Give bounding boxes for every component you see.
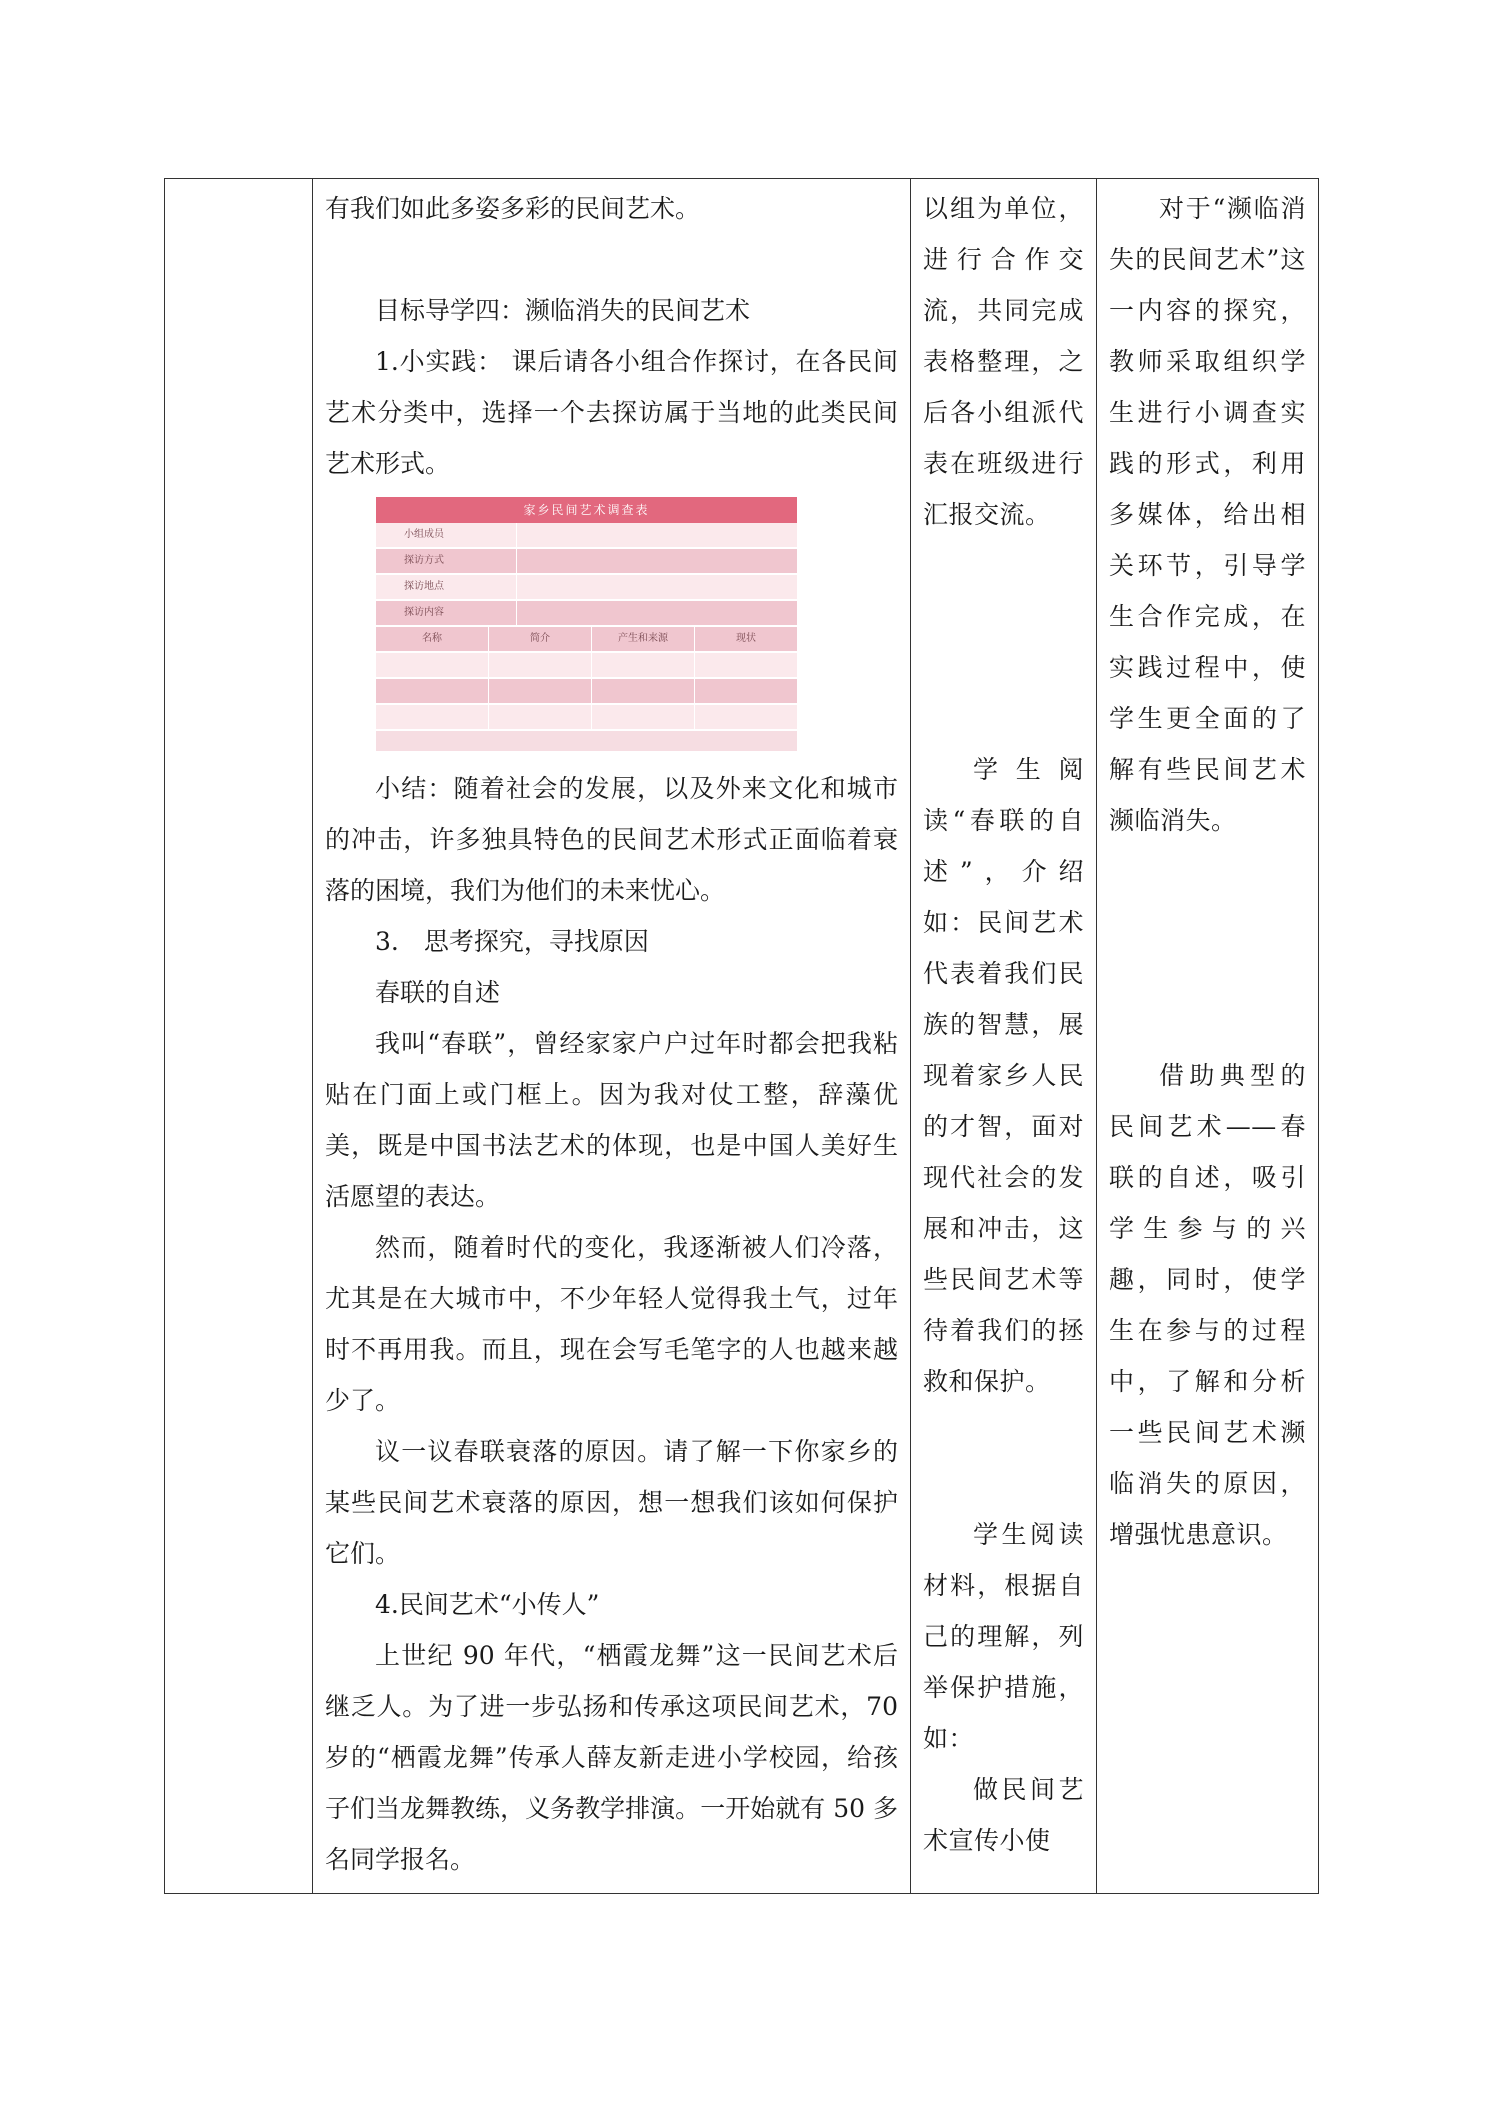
section-heading: 4.民间艺术“小传人” (375, 1590, 600, 1619)
design-intent-column (1097, 179, 1319, 1894)
survey-row: 小组成员 (376, 523, 797, 549)
section-heading: 春联的自述 (375, 978, 501, 1007)
survey-row (376, 705, 797, 731)
content-paragraph: 然而，随着时代的变化，我逐渐被人们冷落，尤其是在大城市中，不少年轻人觉得我土气，过年时不再用我。而且，现在会写毛笔字的人也越来越少了。 (325, 1233, 898, 1415)
intent-paragraph: 借助典型的民间艺术——春联的自述，吸引学生参与的兴趣，同时，使学生在参与的过程中，了解和分析一些民间艺术濒临消失的原因，增强忧患意识。 (1109, 1061, 1306, 1549)
section-heading: 目标导学四：濒临消失的民间艺术 (375, 296, 751, 325)
content-paragraph: 1.小实践： 课后请各小组合作探讨，在各民间艺术分类中，选择一个去探访属于当地的此类民间艺术形式。 (325, 347, 898, 478)
activity-paragraph: 学生阅读材料，根据自己的理解，列举保护措施，如： (923, 1520, 1084, 1753)
content-paragraph: 小结：随着社会的发展，以及外来文化和城市的冲击，许多独具特色的民间艺术形式正面临着衰落的困境，我们为他们的未来忧心。 (325, 774, 898, 905)
survey-row: 探访方式 (376, 549, 797, 575)
survey-row: 探访地点 (376, 575, 797, 601)
survey-form-image (376, 497, 797, 751)
survey-header-row: 名称 简介 产生和来源 现状 (376, 627, 797, 653)
survey-title: 家乡民间艺术调查表 (376, 497, 797, 523)
survey-row (376, 679, 797, 705)
activity-paragraph: 学生阅读“春联的自述”，介绍如：民间艺术代表着我们民族的智慧，展现着家乡人民的才智，面对现代社会的发展和冲击，这些民间艺术等待着我们的拯救和保护。 (923, 755, 1084, 1396)
stage-column (165, 179, 313, 1894)
content-paragraph: 议一议春联衰落的原因。请了解一下你家乡的某些民间艺术衰落的原因，想一想我们该如何保护它们。 (325, 1437, 898, 1568)
intent-paragraph: 对于“濒临消失的民间艺术”这一内容的探究，教师采取组织学生进行小调查实践的形式，利用多媒体，给出相关环节，引导学生合作完成，在实践过程中，使学生更全面的了解有些民间艺术濒临消失。 (1109, 194, 1306, 835)
section-heading: 3. 思考探究，寻找原因 (375, 927, 649, 956)
activity-paragraph: 以组为单位，进行合作交流，共同完成表格整理，之后各小组派代表在班级进行汇报交流。 (923, 194, 1084, 529)
content-paragraph: 有我们如此多姿多彩的民间艺术。 (325, 194, 701, 223)
content-paragraph: 上世纪 90 年代，“栖霞龙舞”这一民间艺术后继乏人。为了进一步弘扬和传承这项民间艺术，70 岁的“栖霞龙舞”传承人薛友新走进小学校园，给孩子们当龙舞教练，义务教学排演。一开始就有 50 多名同学报名。 (325, 1641, 898, 1874)
activity-paragraph: 做民间艺术宣传小使 (923, 1775, 1084, 1855)
content-paragraph: 我叫“春联”，曾经家家户户过年时都会把我粘贴在门面上或门框上。因为我对仗工整，辞藻优美，既是中国书法艺术的体现，也是中国人美好生活愿望的表达。 (325, 1029, 898, 1211)
lesson-plan-table (164, 178, 1319, 1894)
survey-row: 探访内容 (376, 601, 797, 627)
survey-row (376, 653, 797, 679)
student-activity-column (911, 179, 1097, 1894)
teaching-content-column (313, 179, 911, 1894)
